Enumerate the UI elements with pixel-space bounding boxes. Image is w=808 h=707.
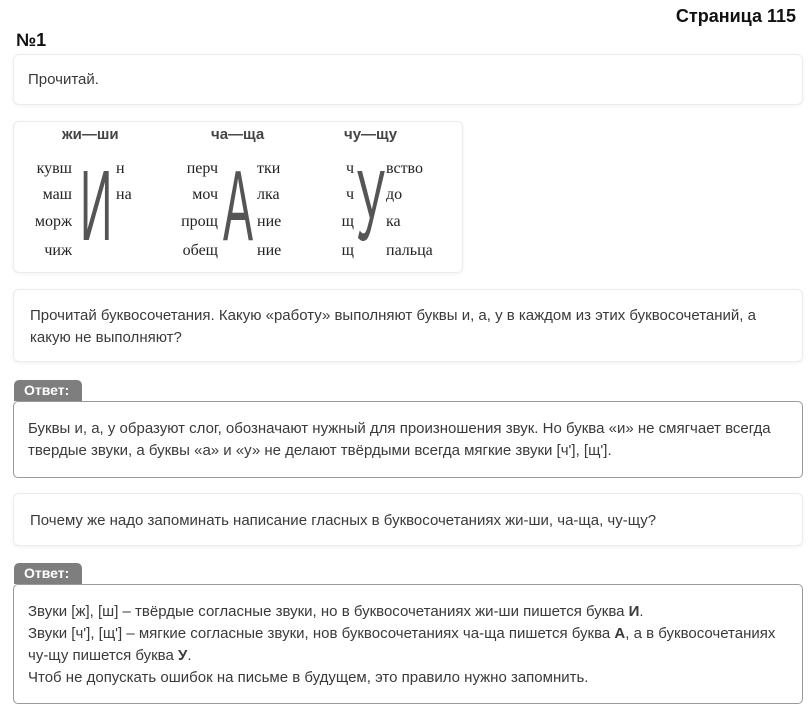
big-letter-i: И <box>80 150 113 262</box>
answer-bold-letter: А <box>614 625 626 642</box>
group-heading-zhi-shi: жи—ши <box>62 126 119 143</box>
syllable-left: моч <box>192 186 218 203</box>
syllable-right: н <box>116 160 125 177</box>
group-heading-chu-shchu: чу—щу <box>344 126 398 143</box>
syllable-figure <box>13 121 463 273</box>
syllable-left: маш <box>42 186 72 203</box>
syllable-right: лка <box>257 186 280 203</box>
syllable-right: до <box>386 186 403 203</box>
syllable-right: ние <box>257 213 282 230</box>
answer-bold-letter: У <box>178 647 188 664</box>
answer-line-end: . <box>639 603 644 620</box>
task-prompt-letters <box>13 289 803 362</box>
syllable-right: пальца <box>386 242 433 259</box>
group-heading-cha-shcha: ча—ща <box>211 126 265 143</box>
big-letter-a: А <box>223 150 254 262</box>
answer-line-text: Звуки [ж], [ш] – твёрдые согласные звуки, но в буквосочетаниях жи-ши пишется буква <box>28 603 629 620</box>
answer-line: Чтоб не допускать ошибок на письме в будущем, это правило нужно запомнить. <box>28 669 589 686</box>
answer-label: Ответ: <box>14 563 82 584</box>
syllable-left: обещ <box>182 242 218 259</box>
answer-line <box>28 601 788 623</box>
syllable-left: морж <box>34 213 72 230</box>
syllable-left: щ <box>341 213 354 230</box>
answer-box <box>13 584 803 704</box>
answer-line-end: . <box>187 647 192 664</box>
answer-bold-letter: И <box>628 603 640 620</box>
syllable-left: ч <box>345 160 354 177</box>
task-number: №1 <box>16 30 47 50</box>
syllable-left: ч <box>345 186 354 203</box>
task-prompt-read <box>13 54 803 105</box>
answer-line-text: Звуки [ч'], [щ'] – мягкие согласные звуки, нов буквосочетаниях ча-ща пишется буква <box>28 625 615 642</box>
syllable-left: прощ <box>181 213 218 230</box>
syllable-left: чиж <box>44 242 72 259</box>
syllable-left: перч <box>186 160 218 177</box>
prompt-text: Прочитай буквосочетания. Какую «работу» выполняют буквы и, а, у в каждом из этих буквосочетаний, а какую не выполняют? <box>30 307 756 346</box>
answer-label: Ответ: <box>14 380 82 401</box>
task-prompt-why <box>13 493 803 546</box>
answer-text <box>28 601 788 689</box>
syllable-right: ние <box>257 242 282 259</box>
syllable-left: кувш <box>36 160 72 177</box>
prompt-text: Почему же надо запоминать написание гласных в буквосочетаниях жи-ши, ча-ща, чу-щу? <box>30 512 657 529</box>
big-letter-u: У <box>356 150 385 262</box>
syllable-right: вство <box>386 160 423 177</box>
syllable-left: щ <box>341 242 354 259</box>
answer-text: Буквы и, а, у образуют слог, обозначают нужный для произношения звук. Но буква «и» не смягчает всегда твердые звуки, а буквы «а» и «у» не делают твёрдыми всегда мягкие звуки [ч'], [щ']. <box>28 420 771 459</box>
syllable-right: на <box>116 186 132 203</box>
syllable-right: тки <box>257 160 281 177</box>
answer-line-text: , а в буквосочетаниях чу-щу пишется буква <box>28 625 776 664</box>
prompt-text: Прочитай. <box>28 71 99 88</box>
syllable-right: ка <box>386 213 401 230</box>
answer-line <box>28 623 788 667</box>
page-number: Страница 115 <box>675 6 796 26</box>
answer-box <box>13 401 803 478</box>
